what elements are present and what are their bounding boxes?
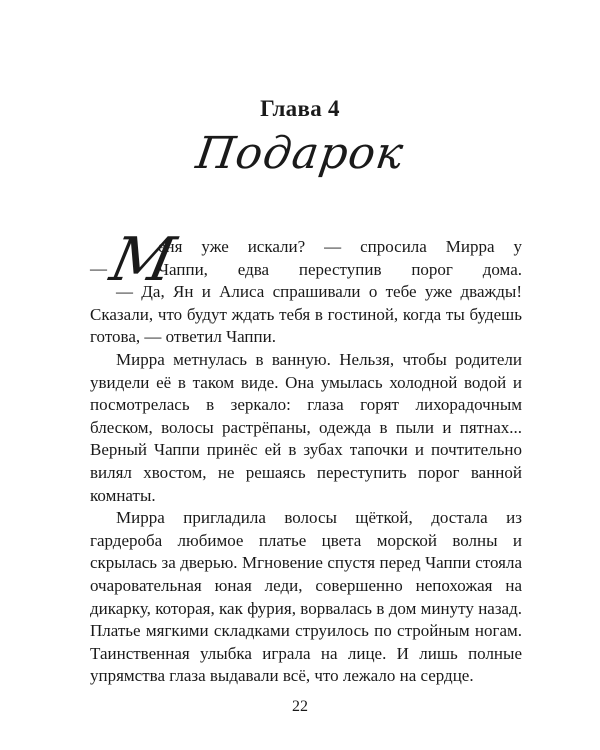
opening-paragraph <box>90 225 522 295</box>
drop-cap-letter: М <box>104 225 181 295</box>
paragraph: Мирра пригладила волосы щёткой, достала из гардероба любимое платье цвета морской волны и скрылась за дверью. Мгновение спустя перед Чаппи стояла очаровательная юная леди, совершенно непохожая на дикарку, которая, как фурия, ворвалась в дом минуту назад. Платье мягкими складками струилось по стройным ногам. Таинственная улыбка играла на лице. И лишь полные упрямства глаза выдавали всё, что лежало на сердце. <box>90 508 522 686</box>
dialogue-dash: — <box>90 259 107 278</box>
chapter-number: Глава 4 <box>260 96 340 121</box>
page-number: 22 <box>292 698 308 715</box>
paragraph: Мирра метнулась в ванную. Нельзя, чтобы родители увидели её в таком виде. Она умылась холодной водой и посмотрелась в зеркало: глаза горят лихорадочным блеском, волосы растрёпаны, одежда в пыли и пятнах... Верный Чаппи принёс ей в зубах тапочки и почтительно вилял хвостом, не решаясь переступить порог ванной комнаты. <box>90 349 522 505</box>
opening-line-2: Чаппи, едва переступив порог дома. <box>158 259 522 279</box>
paragraph: — Да, Ян и Алиса спрашивали о тебе уже дважды! Сказали, что будут ждать тебя в гостиной, когда ты будешь готова, — ответил Чаппи. <box>90 282 522 347</box>
chapter-title: Подарок <box>192 128 408 179</box>
body-text <box>90 225 522 688</box>
opening-line-1: еня уже искали? — спросила Мирра у <box>158 237 522 256</box>
